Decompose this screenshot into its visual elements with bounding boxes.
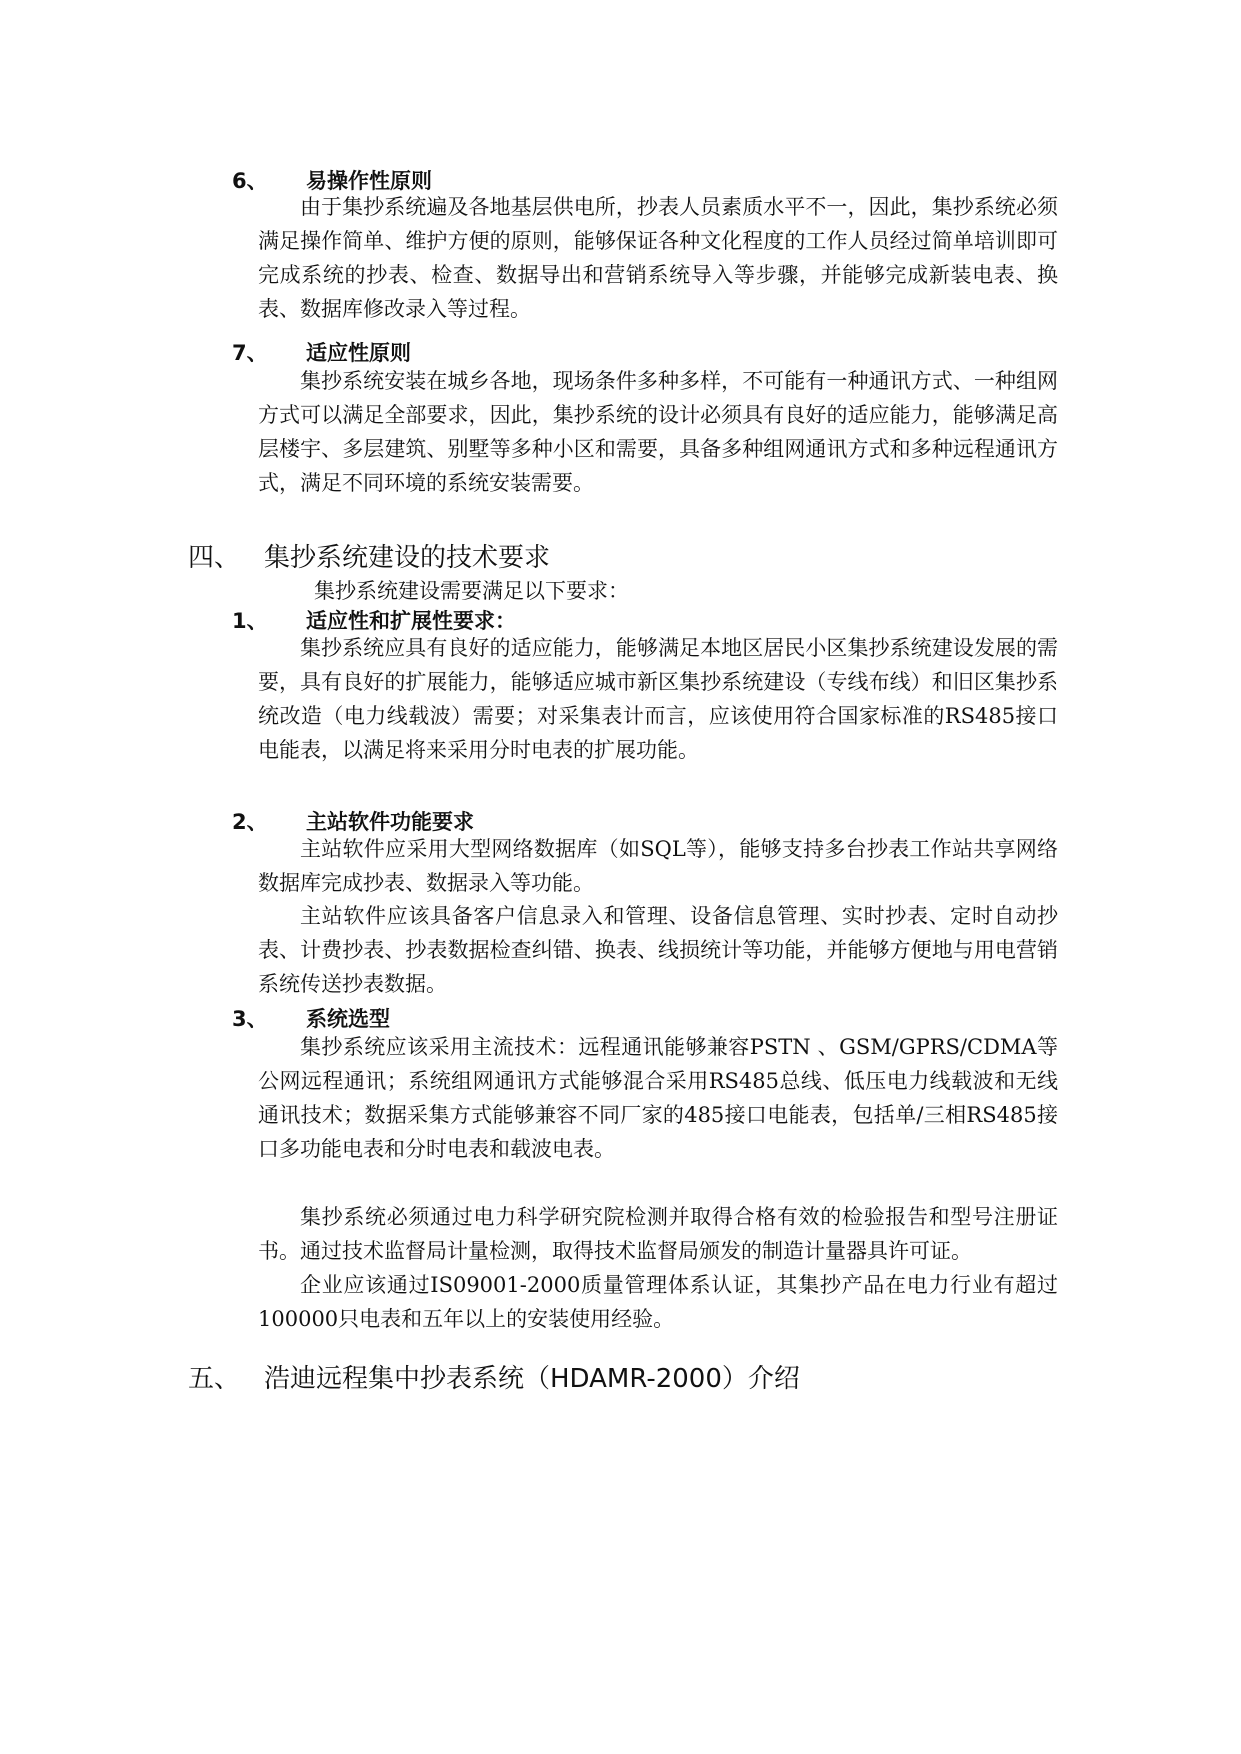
paragraph-4-2-a: 主站软件应采用大型网络数据库（如SQL等），能够支持多台抄表工作站共享网络数据库完成抄表、数据录入等功能。 xyxy=(258,837,1058,895)
paragraph-4-3-a: 集抄系统应该采用主流技术：远程通讯能够兼容PSTN 、GSM/GPRS/CDMA等公网远程通讯；系统组网通讯方式能够混合采用RS485总线、低压电力线载波和无线通讯技术；数据采集方式能够兼容不同厂家的485接口电能表，包括单/三相RS485接口多功能电表和分时电表和载波电表。 xyxy=(258,1035,1058,1161)
section-four-intro: 集抄系统建设需要满足以下要求： xyxy=(314,579,629,603)
heading-4-2-number: 2、 xyxy=(232,810,268,834)
heading-6-number: 6、 xyxy=(232,169,268,193)
paragraph-4-3-c: 企业应该通过IS09001-2000质量管理体系认证，其集抄产品在电力行业有超过100000只电表和五年以上的安装使用经验。 xyxy=(258,1273,1058,1331)
paragraph-4-1: 集抄系统应具有良好的适应能力，能够满足本地区居民小区集抄系统建设发展的需要，具有良好的扩展能力，能够适应城市新区集抄系统建设（专线布线）和旧区集抄系统改造（电力线载波）需要；对采集表计而言，应该使用符合国家标准的RS485接口电能表，以满足将来采用分时电表的扩展功能。 xyxy=(258,636,1058,762)
section-four-heading xyxy=(188,542,550,574)
heading-4-1-title: 适应性和扩展性要求： xyxy=(306,609,516,633)
heading-4-1-number: 1、 xyxy=(232,609,268,633)
heading-7-title: 适应性原则 xyxy=(306,341,411,365)
heading-4-2-title: 主站软件功能要求 xyxy=(306,810,474,834)
heading-4-3-title: 系统选型 xyxy=(306,1007,390,1031)
paragraph-7: 集抄系统安装在城乡各地，现场条件多种多样，不可能有一种通讯方式、一种组网方式可以满足全部要求，因此，集抄系统的设计必须具有良好的适应能力，能够满足高层楼宇、多层建筑、别墅等多种小区和需要，具备多种组网通讯方式和多种远程通讯方式，满足不同环境的系统安装需要。 xyxy=(258,369,1058,495)
section-five-heading xyxy=(188,1363,800,1395)
heading-4-3-number: 3、 xyxy=(232,1007,268,1031)
section-four-number: 四、 xyxy=(188,543,241,573)
heading-4-3 xyxy=(232,1006,390,1032)
heading-7 xyxy=(232,340,411,366)
paragraph-4-3-b: 集抄系统必须通过电力科学研究院检测并取得合格有效的检验报告和型号注册证书。通过技术监督局计量检测，取得技术监督局颁发的制造计量器具许可证。 xyxy=(258,1205,1058,1263)
heading-6-title: 易操作性原则 xyxy=(306,169,432,193)
paragraph-6: 由于集抄系统遍及各地基层供电所，抄表人员素质水平不一，因此，集抄系统必须满足操作简单、维护方便的原则，能够保证各种文化程度的工作人员经过简单培训即可完成系统的抄表、检查、数据导出和营销系统导入等步骤，并能够完成新装电表、换表、数据库修改录入等过程。 xyxy=(258,195,1058,321)
section-five-number: 五、 xyxy=(188,1364,241,1394)
section-five-title: 浩迪远程集中抄表系统（HDAMR-2000）介绍 xyxy=(264,1364,800,1394)
paragraph-4-2-b: 主站软件应该具备客户信息录入和管理、设备信息管理、实时抄表、定时自动抄表、计费抄表、抄表数据检查纠错、换表、线损统计等功能，并能够方便地与用电营销系统传送抄表数据。 xyxy=(258,904,1058,996)
heading-7-number: 7、 xyxy=(232,341,268,365)
section-four-title: 集抄系统建设的技术要求 xyxy=(264,543,551,573)
